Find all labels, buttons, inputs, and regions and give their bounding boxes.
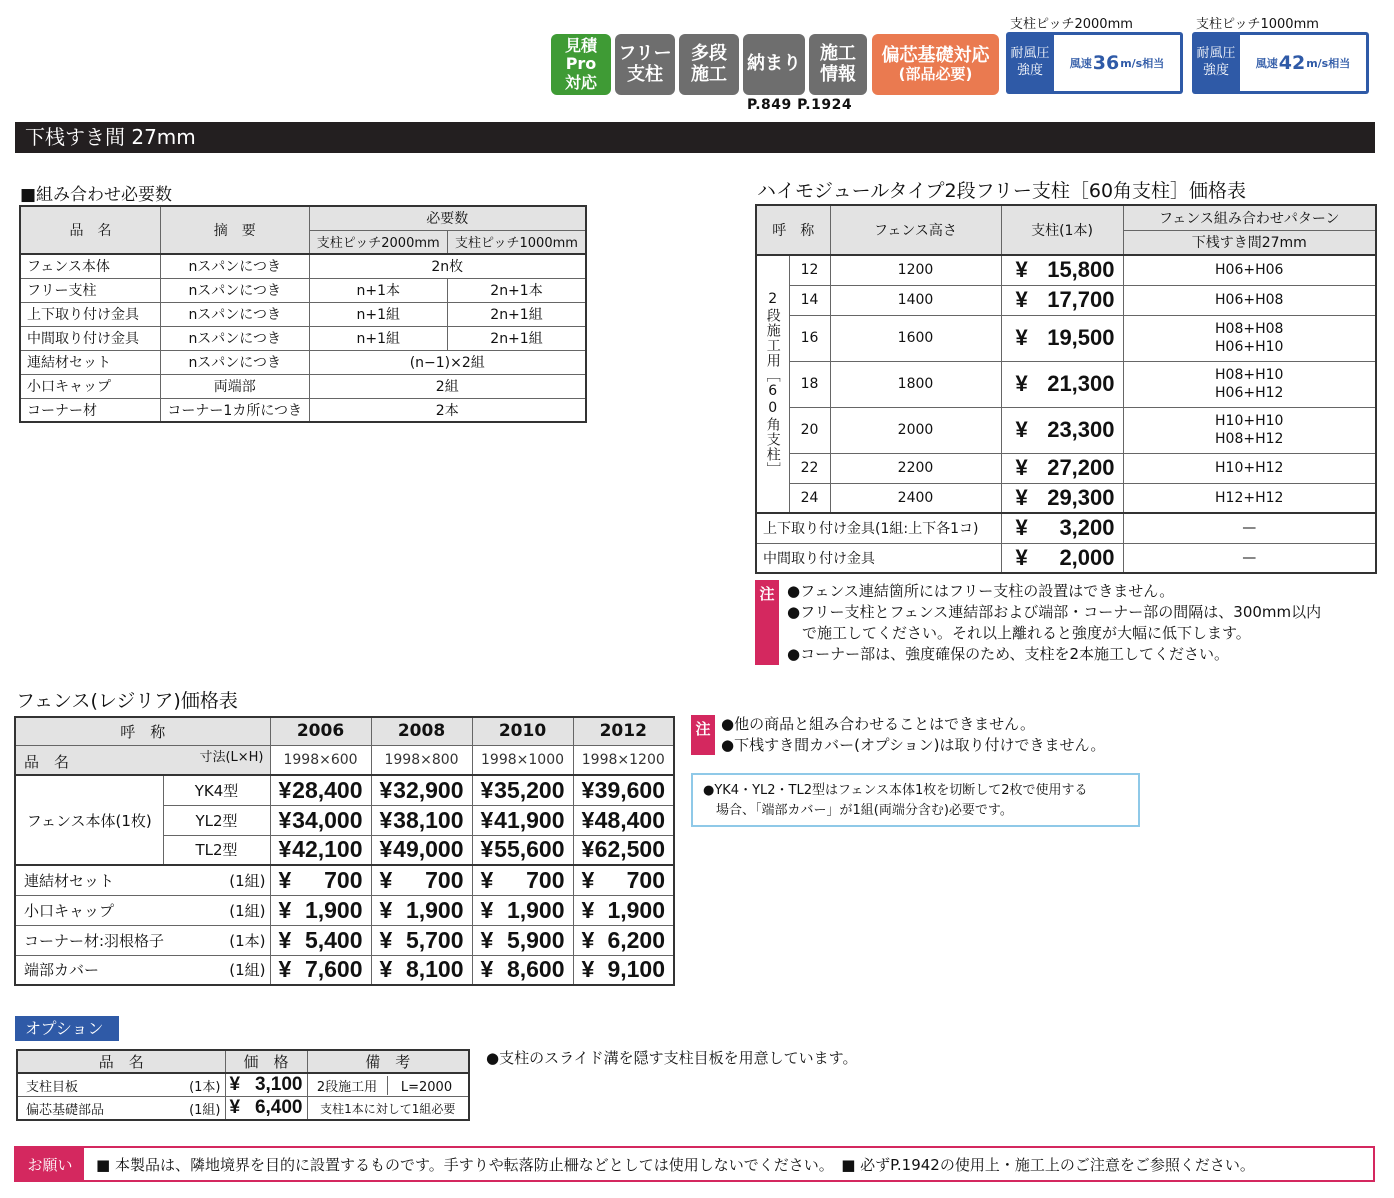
combo-table-title: ■組み合わせ必要数 bbox=[20, 185, 173, 205]
fence-body-label: フェンス本体(1枚) bbox=[15, 775, 163, 865]
request-text: ■ 本製品は、隣地境界を目的に設置するものです。手すりや転落防止柵などとしては使用しないでください。 ■ 必ずP.1942の使用上・施工上のご注意をご参照ください。 bbox=[96, 1155, 1255, 1174]
wind-strength-1000: 耐風圧 強度 風速 42 m/s相当 bbox=[1192, 32, 1369, 94]
table-row: 14 1400 ¥ 17,700 H06+H08 bbox=[756, 285, 1376, 315]
note-mark: 注 bbox=[691, 715, 715, 755]
table-row: 2段施工用［60角支柱］ 12 1200 ¥ 15,800 H06+H06 bbox=[756, 255, 1376, 285]
price-table-title: ハイモジュールタイプ2段フリー支柱［60角支柱］価格表 bbox=[757, 180, 1247, 202]
table-row: YL2型 ¥ 34,000 ¥ 38,100 ¥ 41,900 ¥ 48,400 bbox=[15, 805, 674, 835]
combo-header-p2000: 支柱ピッチ2000mm bbox=[309, 230, 447, 254]
request-label: お願い bbox=[16, 1148, 84, 1180]
price-header-pattern-sub: 下桟すき間27mm bbox=[1123, 230, 1376, 255]
multi-stage-badge: 多段 施工 bbox=[679, 34, 739, 95]
post-price-table bbox=[755, 204, 1377, 574]
table-row: TL2型 ¥ 42,100 ¥ 49,000 ¥ 55,600 ¥ 62,500 bbox=[15, 835, 674, 865]
table-row: コーナー材 コーナー1カ所につき 2本 bbox=[20, 398, 586, 422]
price-header-pattern: フェンス組み合わせパターン bbox=[1123, 205, 1376, 230]
table-row: 小口キャップ 両端部 2組 bbox=[20, 374, 586, 398]
table-row: 22 2200 ¥ 27,200 H10+H12 bbox=[756, 453, 1376, 483]
osamari-badge: 納まり bbox=[743, 34, 805, 95]
mitsumori-pro-badge: 見積Pro 対応 bbox=[551, 34, 611, 95]
free-post-badge: フリー 支柱 bbox=[615, 34, 675, 95]
table-row: 端部カバー (1組) ¥ 7,600 ¥ 8,100 ¥ 8,600 ¥ 9,100 bbox=[15, 955, 674, 985]
table-row: 24 2400 ¥ 29,300 H12+H12 bbox=[756, 483, 1376, 513]
fence-header-name: 寸法(L×H) 品 名 bbox=[15, 745, 270, 775]
price-header-name: 呼 称 bbox=[756, 205, 830, 255]
page-references: P.849 P.1924 bbox=[747, 97, 853, 113]
table-row: コーナー材:羽根格子 (1本) ¥ 5,400 ¥ 5,700 ¥ 5,900 ¥ 6,200 bbox=[15, 925, 674, 955]
section-title-bar: 下桟すき間 27mm bbox=[15, 122, 1375, 153]
table-row: 連結材セット nスパンにつき (n−1)×2組 bbox=[20, 350, 586, 374]
offset-base-badge: 偏芯基礎対応 (部品必要) bbox=[872, 34, 999, 95]
table-row: 連結材セット (1組) ¥ 700 ¥ 700 ¥ 700 ¥ 700 bbox=[15, 865, 674, 895]
table-row: 偏芯基礎部品 (1組) ¥ 6,400 支柱1本に対して1組必要 bbox=[17, 1097, 469, 1121]
cut-info-box: ●YK4・YL2・TL2型はフェンス本体1枚を切断して2枚で使用する 場合、「端部カバー」が1組(両端分含む)必要です。 bbox=[691, 773, 1140, 827]
table-row: 小口キャップ (1組) ¥ 1,900 ¥ 1,900 ¥ 1,900 ¥ 1,900 bbox=[15, 895, 674, 925]
fence-price-table: 呼 称 2006 2008 2010 2012 寸法(L×H) 品 名 1998×600 1998×800 1998×1000 1998×1200 フェンス本体(1枚) YK4型 ¥ 28,400 ¥ 32,900 ¥ 35,200 ¥ 39,600 YL2型 ¥ 34,000 ¥ 38,100 ¥ 41,900 ¥ 48,400 TL2型 ¥ 42,100 ¥ 49,000 ¥ 55,600 ¥ 62,500 連結材セット (1組) ¥ 700 ¥ 700 ¥ 700 ¥ 700 小口キャップ (1組) ¥ 1,900 ¥ 1,900 ¥ 1,900 ¥ 1,900 コーナー材:羽根格子 (1本) ¥ 5,400 ¥ 5,700 ¥ 5,900 ¥ 6,200 端部カバー (1組) ¥ 7,600 ¥ 8,100 ¥ 8,600 ¥ 9,100 bbox=[14, 716, 675, 986]
table-row: 18 1800 ¥ 21,300 H08+H10 H06+H12 bbox=[756, 361, 1376, 407]
fence-header-name-top: 呼 称 bbox=[15, 717, 270, 745]
price-header-height: フェンス高さ bbox=[830, 205, 1001, 255]
post-notes: ●フェンス連結箇所にはフリー支柱の設置はできません。 ●フリー支柱とフェンス連結部および端部・コーナー部の間隔は、300mm以内 で施工してください。それ以上離れると強度が大幅に低下します。 ●コーナー部は、強度確保のため、支柱を2本施工してください。 bbox=[787, 582, 1322, 663]
table-row: フェンス本体(1枚) YK4型 ¥ 28,400 ¥ 32,900 ¥ 35,200 ¥ 39,600 bbox=[15, 775, 674, 805]
request-notice bbox=[14, 1146, 1375, 1182]
fence-notes: ●他の商品と組み合わせることはできません。 ●下桟すき間カバー(オプション)は取り付けできません。 bbox=[721, 715, 1106, 754]
table-row: フェンス本体 nスパンにつき 2n枚 bbox=[20, 254, 586, 278]
combo-table bbox=[19, 205, 587, 423]
pitch-label-1000: 支柱ピッチ1000mm bbox=[1196, 17, 1319, 32]
table-row: 中間取り付け金具 nスパンにつき n+1組 2n+1組 bbox=[20, 326, 586, 350]
note-mark: 注 bbox=[755, 580, 779, 665]
table-row: 上下取り付け金具(1組:上下各1コ) ¥ 3,200 — bbox=[756, 513, 1376, 543]
fence-table-title: フェンス(レジリア)価格表 bbox=[16, 690, 238, 712]
table-row: 支柱目板 (1本) ¥ 3,100 2段施工用 L=2000 bbox=[17, 1073, 469, 1097]
combo-header-name: 品 名 bbox=[20, 206, 160, 254]
pitch-label-2000: 支柱ピッチ2000mm bbox=[1010, 17, 1133, 32]
option-note: ●支柱のスライド溝を隠す支柱目板を用意しています。 bbox=[486, 1049, 858, 1067]
option-label: オプション bbox=[15, 1016, 119, 1041]
wind-strength-2000: 耐風圧 強度 風速 36 m/s相当 bbox=[1006, 32, 1183, 94]
construction-info-badge: 施工 情報 bbox=[809, 34, 867, 95]
table-row: 16 1600 ¥ 19,500 H08+H08 H06+H10 bbox=[756, 315, 1376, 361]
table-row: 20 2000 ¥ 23,300 H10+H10 H08+H12 bbox=[756, 407, 1376, 453]
combo-header-summary: 摘 要 bbox=[160, 206, 309, 254]
combo-header-required: 必要数 bbox=[309, 206, 586, 230]
table-row: フリー支柱 nスパンにつき n+1本 2n+1本 bbox=[20, 278, 586, 302]
group-label: 2段施工用［60角支柱］ bbox=[756, 255, 789, 513]
combo-header-p1000: 支柱ピッチ1000mm bbox=[447, 230, 586, 254]
table-row: 中間取り付け金具 ¥ 2,000 — bbox=[756, 543, 1376, 573]
table-row: 上下取り付け金具 nスパンにつき n+1組 2n+1組 bbox=[20, 302, 586, 326]
option-table: 品 名 価 格 備 考 支柱目板 (1本) ¥ 3,100 2段施工用 L=2000 偏芯基礎部品 (1組) ¥ 6,400 支柱1本に対して1組必要 bbox=[16, 1049, 470, 1121]
price-header-post: 支柱(1本) bbox=[1001, 205, 1123, 255]
